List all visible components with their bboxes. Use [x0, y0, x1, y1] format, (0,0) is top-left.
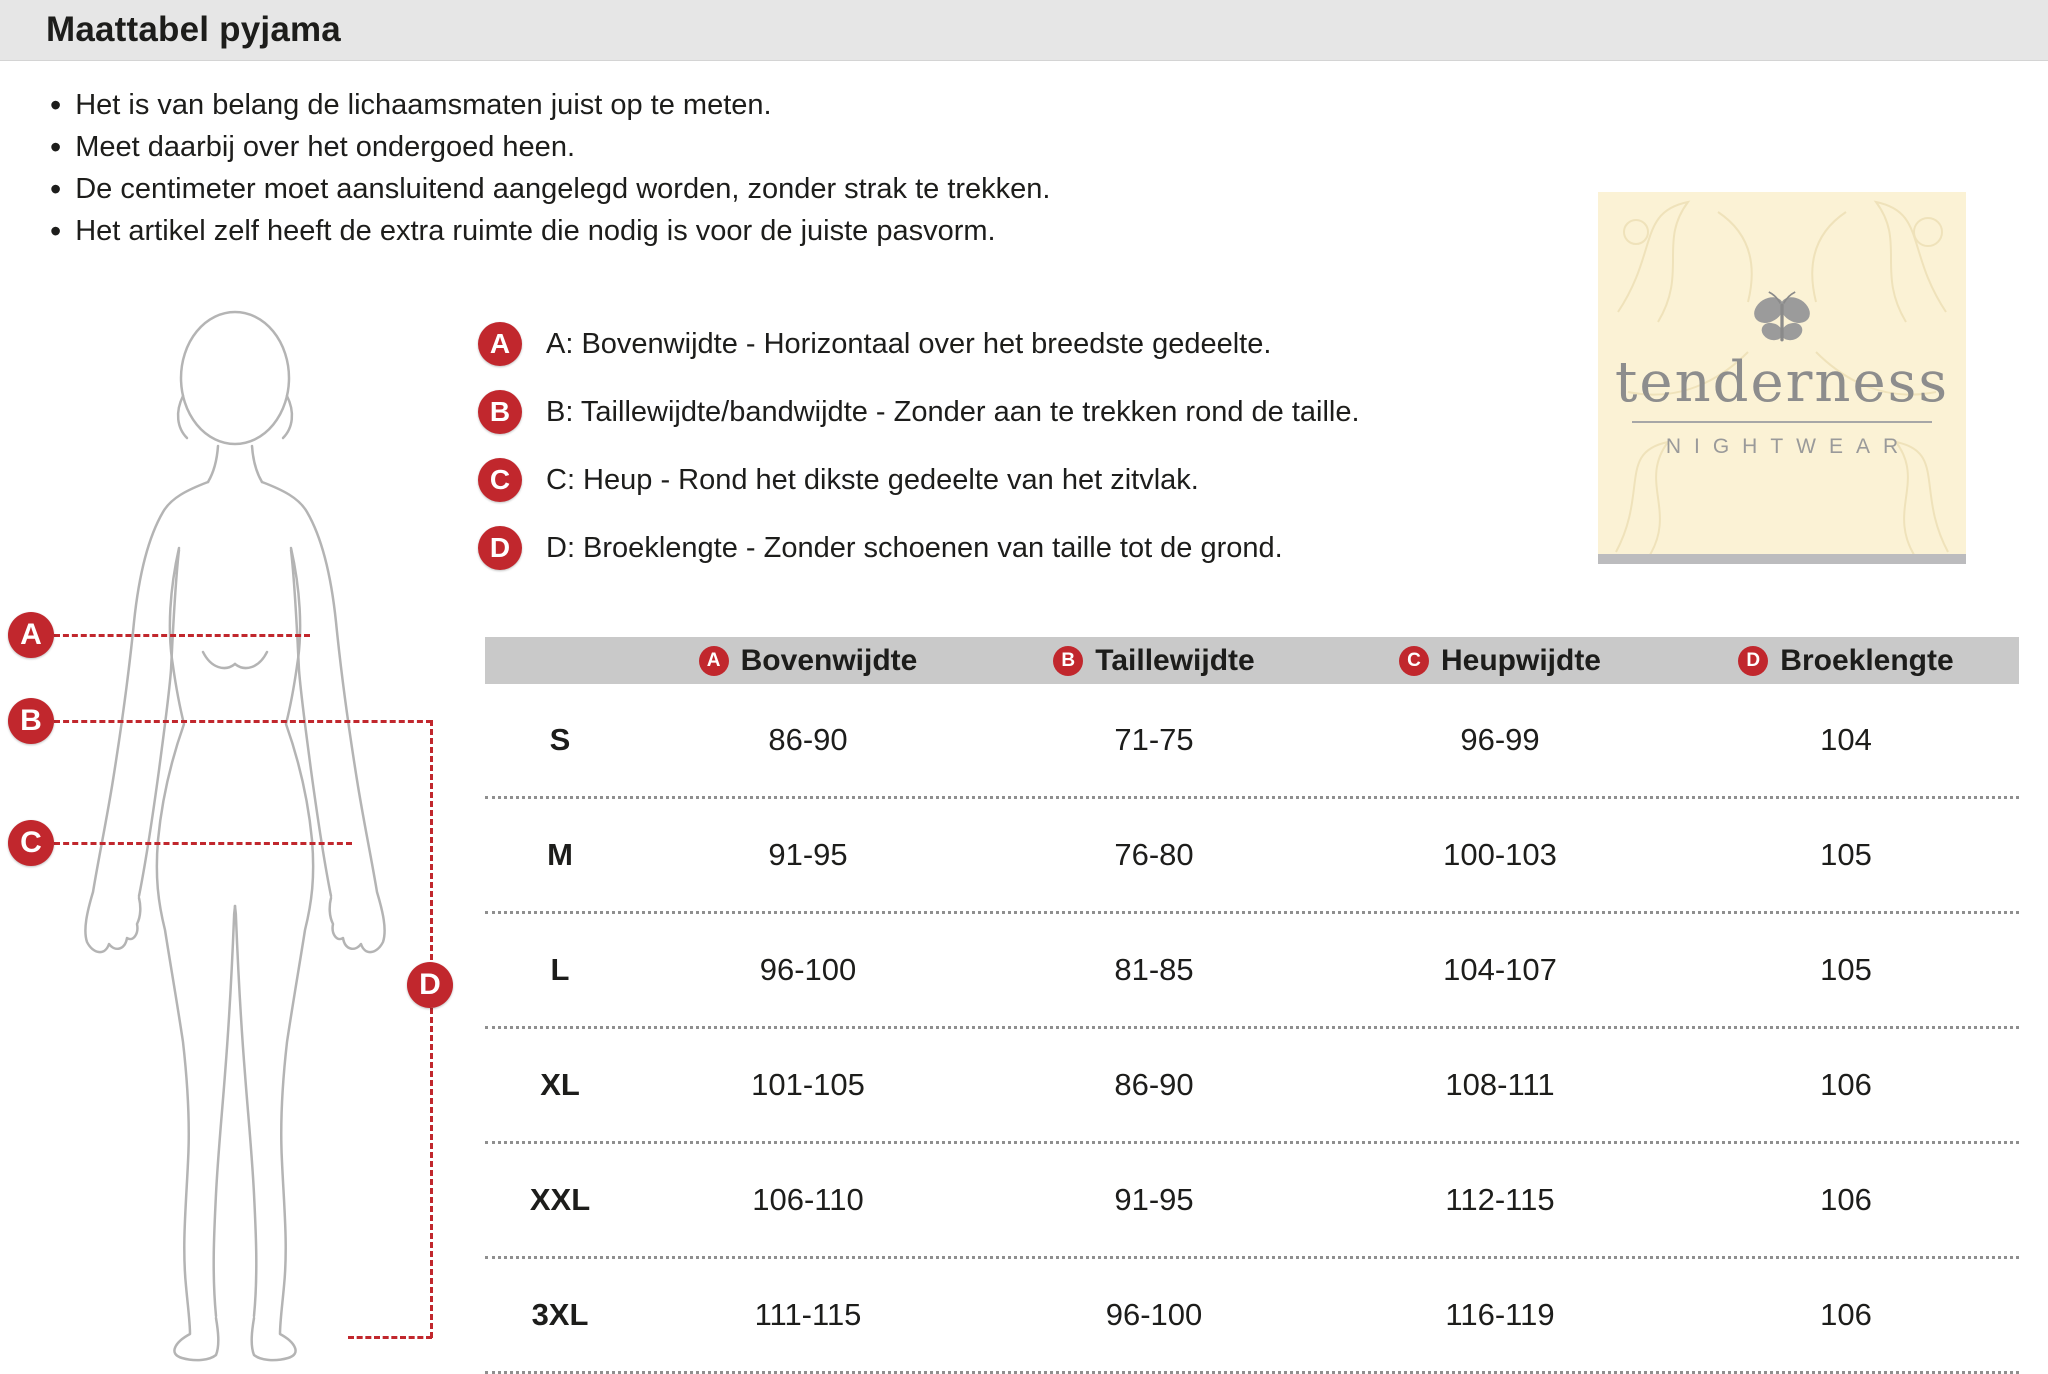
instruction-item: [50, 210, 1050, 252]
legend-item: [478, 390, 1360, 434]
value-cell: 105: [1820, 837, 1872, 872]
value-cell: 111-115: [754, 1297, 862, 1332]
brand-name: tenderness: [1614, 350, 1950, 415]
figure-marker-d: D: [407, 962, 453, 1008]
measurement-legend: [478, 322, 1360, 594]
body-silhouette-figure: [55, 300, 455, 1367]
col-badge-d: D: [1738, 646, 1768, 676]
col-header-broeklengte: [1673, 644, 2019, 678]
legend-text: B: Taillewijdte/bandwijdte - Zonder aan te trekken rond de taille.: [546, 395, 1360, 428]
value-cell: 96-100: [759, 952, 857, 987]
legend-badge-c: C: [478, 458, 522, 502]
measure-line-a: [54, 634, 310, 637]
value-cell: 91-95: [1114, 1182, 1194, 1217]
figure-marker-c: C: [8, 820, 54, 866]
value-cell: 104: [1820, 722, 1872, 757]
instruction-text: • Meet daarbij over het ondergoed heen.: [75, 131, 575, 163]
instruction-item: [50, 84, 1050, 126]
table-row: [485, 799, 2019, 914]
figure-marker-b: B: [8, 698, 54, 744]
brand-logo: [1598, 192, 1966, 564]
instruction-text: • Het is van belang de lichaamsmaten juist op te meten.: [75, 89, 772, 121]
measure-line-d-vertical: [430, 720, 433, 1338]
size-table: [485, 637, 2019, 1374]
size-cell: XXL: [529, 1182, 591, 1217]
size-cell: XL: [540, 1067, 580, 1102]
col-badge-b: B: [1053, 646, 1083, 676]
size-cell: L: [550, 952, 570, 987]
size-cell: S: [549, 722, 571, 757]
value-cell: 100-103: [1443, 837, 1557, 872]
instruction-item: [50, 126, 1050, 168]
value-cell: 86-90: [768, 722, 848, 757]
value-cell: 86-90: [1114, 1067, 1194, 1102]
legend-badge-a: A: [478, 322, 522, 366]
value-cell: 96-100: [1105, 1297, 1203, 1332]
legend-text: D: Broeklengte - Zonder schoenen van taille tot de grond.: [546, 531, 1283, 564]
legend-badge-b: B: [478, 390, 522, 434]
value-cell: 116-119: [1445, 1297, 1555, 1332]
legend-item: [478, 458, 1360, 502]
legend-item: [478, 322, 1360, 366]
value-cell: 106-110: [752, 1182, 864, 1217]
legend-text: C: Heup - Rond het dikste gedeelte van het zitvlak.: [546, 463, 1199, 496]
col-header-bovenwijdte: [635, 644, 981, 678]
value-cell: 71-75: [1114, 722, 1194, 757]
title-bar: [0, 0, 2048, 61]
value-cell: 112-115: [1445, 1182, 1555, 1217]
col-badge-a: A: [699, 646, 729, 676]
legend-badge-d: D: [478, 526, 522, 570]
col-label: Broeklengte: [1780, 643, 1954, 677]
instruction-item: [50, 168, 1050, 210]
size-cell: 3XL: [531, 1297, 589, 1332]
brand-subtitle: NIGHTWEAR: [1665, 435, 1912, 458]
table-row: [485, 684, 2019, 799]
brand-divider: [1632, 421, 1932, 423]
figure-marker-a: A: [8, 612, 54, 658]
table-row: [485, 1144, 2019, 1259]
col-label: Bovenwijdte: [740, 643, 918, 677]
size-table-header: [485, 637, 2019, 684]
legend-text: A: Bovenwijdte - Horizontaal over het breedste gedeelte.: [546, 327, 1272, 360]
value-cell: 105: [1820, 952, 1872, 987]
value-cell: 104-107: [1443, 952, 1557, 987]
table-row: [485, 1029, 2019, 1144]
col-label: Taillewijdte: [1095, 643, 1255, 677]
size-cell: M: [547, 837, 573, 872]
col-badge-c: C: [1399, 646, 1429, 676]
value-cell: 81-85: [1114, 952, 1194, 987]
table-row: [485, 1259, 2019, 1374]
value-cell: 106: [1820, 1182, 1872, 1217]
instruction-text: • De centimeter moet aansluitend aangelegd worden, zonder strak te trekken.: [75, 173, 1051, 205]
value-cell: 108-111: [1445, 1067, 1555, 1102]
page-title: Maattabel pyjama: [46, 10, 341, 49]
col-header-taillewijdte: [981, 644, 1327, 678]
value-cell: 106: [1820, 1067, 1872, 1102]
table-row: [485, 914, 2019, 1029]
legend-item: [478, 526, 1360, 570]
body-silhouette-drawing: [55, 300, 455, 1367]
value-cell: 96-99: [1460, 722, 1540, 757]
value-cell: 91-95: [768, 837, 848, 872]
measure-line-c: [54, 842, 352, 845]
butterfly-icon: [1740, 287, 1824, 353]
value-cell: 76-80: [1114, 837, 1194, 872]
col-header-heupwijdte: [1327, 644, 1673, 678]
measure-line-d-horizontal: [348, 1336, 432, 1339]
measure-line-b: [54, 720, 432, 723]
instruction-list: [50, 84, 1050, 252]
col-label: Heupwijdte: [1440, 643, 1601, 677]
value-cell: 106: [1820, 1297, 1872, 1332]
value-cell: 101-105: [751, 1067, 865, 1102]
instruction-text: • Het artikel zelf heeft de extra ruimte die nodig is voor de juiste pasvorm.: [75, 215, 996, 247]
